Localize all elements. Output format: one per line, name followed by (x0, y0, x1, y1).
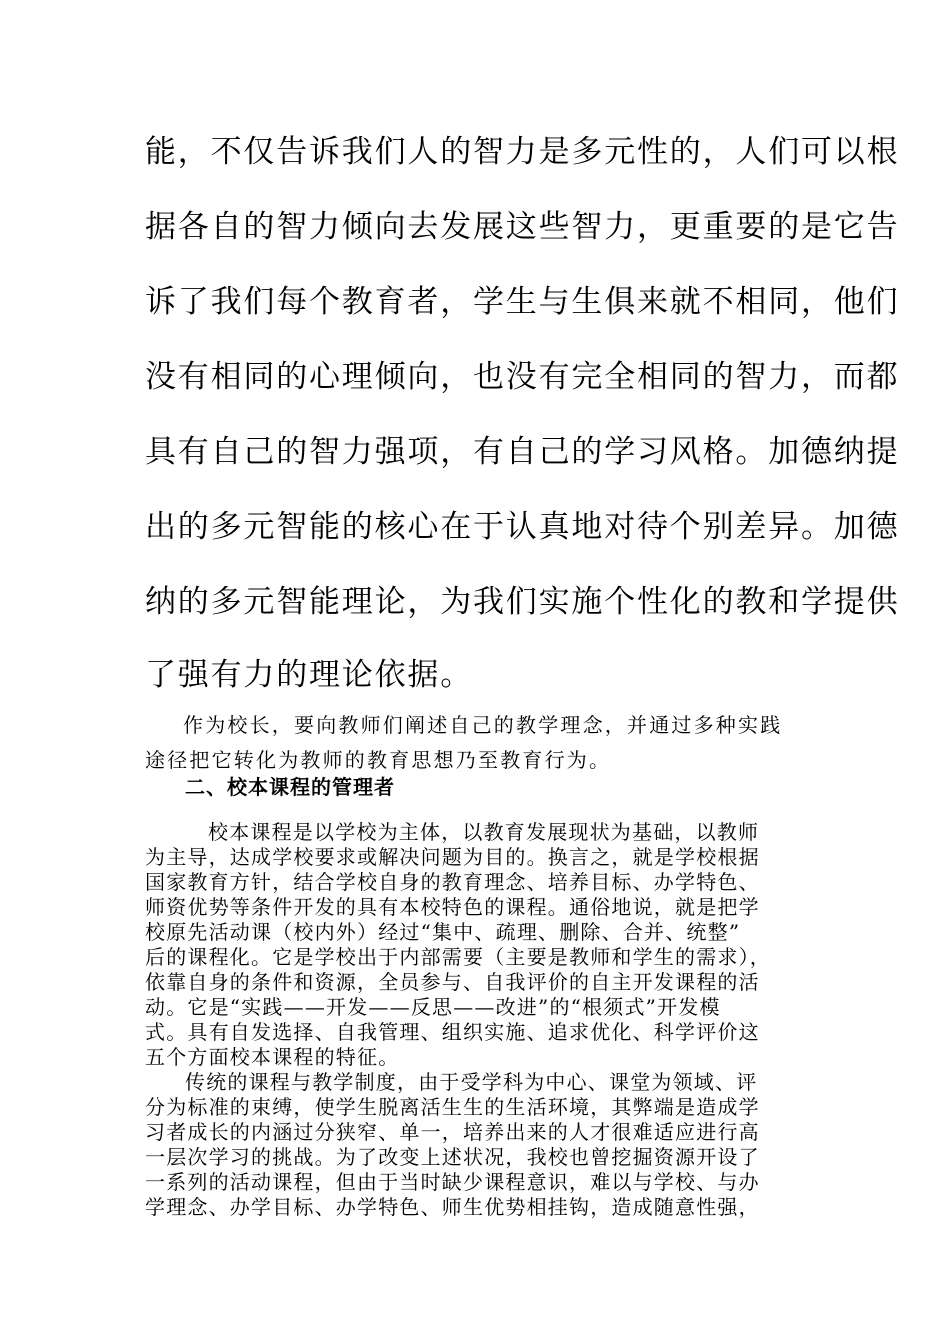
paragraph-line: 师资优势等条件开发的具有本校特色的课程。通俗地说，就是把学 (145, 895, 760, 919)
paragraph-line: 校原先活动课（校内外）经过“集中、疏理、删除、合并、统整” (145, 920, 741, 944)
paragraph-line: 五个方面校本课程的特征。 (145, 1045, 400, 1069)
paragraph-line: 国家教育方针，结合学校自身的教育理念、培养目标、办学特色、 (145, 870, 760, 894)
section-heading: 二、校本课程的管理者 (185, 775, 395, 799)
paragraph-line: 校本课程是以学校为主体，以教育发展现状为基础，以教师 (208, 820, 760, 844)
paragraph-line: 了强有力的理论依据。 (145, 657, 473, 693)
paragraph-line: 作为校长，要向教师们阐述自己的教学理念，并通过多种实践 (183, 713, 783, 737)
paragraph-line: 学理念、办学目标、办学特色、师生优势相挂钩，造成随意性强， (145, 1195, 760, 1219)
paragraph-line: 具有自己的智力强项，有自己的学习风格。加德纳提 (145, 434, 900, 470)
paragraph-line: 依靠自身的条件和资源，全员参与、自我评价的自主开发课程的活 (145, 970, 760, 994)
paragraph-line: 后的课程化。它是学校出于内部需要（主要是教师和学生的需求）， (145, 945, 771, 969)
paragraph-line: 据各自的智力倾向去发展这些智力，更重要的是它告 (145, 209, 900, 245)
paragraph-line: 没有相同的心理倾向，也没有完全相同的智力，而都 (145, 359, 900, 395)
paragraph-line: 纳的多元智能理论，为我们实施个性化的教和学提供 (145, 584, 900, 620)
paragraph-line: 式。具有自发选择、自我管理、组织实施、追求优化、科学评价这 (145, 1020, 760, 1044)
paragraph-line: 途径把它转化为教师的教育思想乃至教育行为。 (145, 748, 612, 772)
paragraph-line: 一层次学习的挑战。为了改变上述状况，我校也曾挖掘资源开设了 (145, 1145, 760, 1169)
paragraph-line: 传统的课程与教学制度，由于受学科为中心、课堂为领域、评 (185, 1070, 758, 1094)
paragraph-line: 一系列的活动课程，但由于当时缺少课程意识，难以与学校、与办 (145, 1170, 760, 1194)
paragraph-line: 为主导，达成学校要求或解决问题为目的。换言之，就是学校根据 (145, 845, 760, 869)
paragraph-line: 诉了我们每个教育者，学生与生俱来就不相同，他们 (145, 284, 900, 320)
paragraph-line: 习者成长的内涵过分狭窄、单一，培养出来的人才很难适应进行高 (145, 1120, 760, 1144)
paragraph-line: 出的多元智能的核心在于认真地对待个别差异。加德 (145, 509, 900, 545)
paragraph-line: 分为标准的束缚，使学生脱离活生生的生活环境，其弊端是造成学 (145, 1095, 760, 1119)
paragraph-line: 能，不仅告诉我们人的智力是多元性的，人们可以根 (145, 134, 900, 170)
paragraph-line: 动。它是“实践——开发——反思——改进”的“根须式”开发模 (145, 995, 721, 1019)
